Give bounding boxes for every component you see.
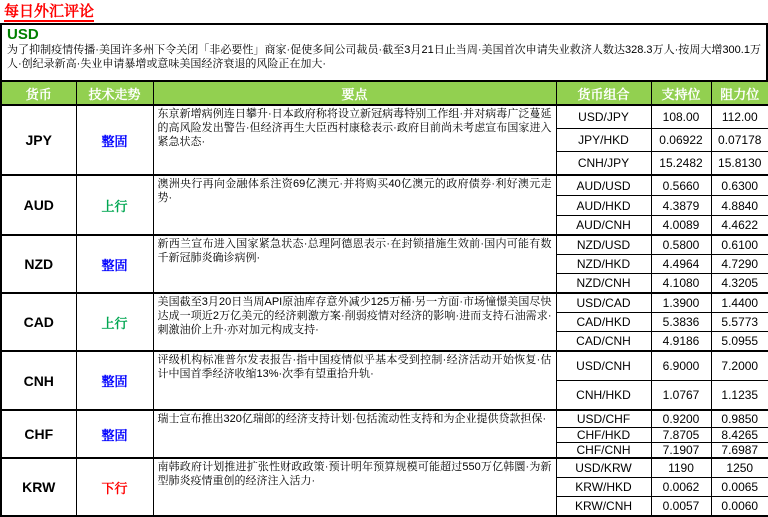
- table-row: [1, 458, 768, 478]
- support-cell: 7.8705: [651, 428, 711, 443]
- resistance-cell: 15.8130: [711, 152, 768, 176]
- fx-table: [0, 80, 768, 517]
- pair-cell: CHF/HKD: [556, 428, 651, 443]
- support-cell: 4.1080: [651, 274, 711, 294]
- pair-cell: KRW/CNH: [556, 497, 651, 517]
- resistance-cell: 112.00: [711, 105, 768, 129]
- pair-cell: USD/JPY: [556, 105, 651, 129]
- page-title: 每日外汇评论: [4, 3, 95, 20]
- pair-cell: NZD/USD: [556, 235, 651, 255]
- col-header-resistance: 阻力位: [711, 81, 768, 105]
- currency-cell: JPY: [1, 105, 76, 175]
- table-row: [1, 235, 768, 255]
- pair-cell: JPY/HKD: [556, 129, 651, 152]
- resistance-cell: 7.2000: [711, 351, 768, 381]
- pair-cell: AUD/CNH: [556, 216, 651, 236]
- resistance-cell: 7.6987: [711, 443, 768, 459]
- pair-cell: CNH/HKD: [556, 381, 651, 411]
- trend-cell: 上行: [76, 293, 153, 351]
- resistance-cell: 0.07178: [711, 129, 768, 152]
- pair-cell: KRW/HKD: [556, 478, 651, 497]
- resistance-cell: 8.4265: [711, 428, 768, 443]
- usd-commentary: 为了抑制疫情传播·美国许多州下令关闭「非必要性」商家·促使多间公司裁员·截至3月21日止当周·美国首次申请失业救济人数达328.3万人·按周大增300.1万人·创纪录新高·失业申请暴增或意味美国经济衰退的风险正在加大·: [7, 44, 761, 70]
- pair-cell: USD/CNH: [556, 351, 651, 381]
- pair-cell: NZD/HKD: [556, 255, 651, 274]
- table-row: [1, 410, 768, 428]
- resistance-cell: 5.5773: [711, 313, 768, 332]
- support-cell: 0.06922: [651, 129, 711, 152]
- resistance-cell: 4.3205: [711, 274, 768, 294]
- resistance-cell: 1250: [711, 458, 768, 478]
- support-cell: 1.0767: [651, 381, 711, 411]
- support-cell: 0.5660: [651, 175, 711, 196]
- col-header-pair: 货币组合: [556, 81, 651, 105]
- note-cell: 澳洲央行再向金融体系注资69亿澳元·并将购买40亿澳元的政府债券·利好澳元走势·: [153, 175, 556, 235]
- note-cell: 新西兰宣布进入国家紧急状态·总理阿德恩表示·在封锁措施生效前·国内可能有数千新冠肺炎确诊病例·: [153, 235, 556, 293]
- pair-cell: AUD/HKD: [556, 196, 651, 216]
- resistance-cell: 4.8840: [711, 196, 768, 216]
- support-cell: 4.3879: [651, 196, 711, 216]
- support-cell: 4.4964: [651, 255, 711, 274]
- table-row: [1, 351, 768, 381]
- support-cell: 6.9000: [651, 351, 711, 381]
- note-cell: 东京新增病例连日攀升·日本政府称将设立新冠病毒特别工作组·并对病毒广泛蔓延的高风险发出警告·但经济再生大臣西村康稔表示·政府目前尚未考虑宣布国家进入紧急状态·: [153, 105, 556, 175]
- pair-cell: USD/KRW: [556, 458, 651, 478]
- support-cell: 5.3836: [651, 313, 711, 332]
- currency-cell: CHF: [1, 410, 76, 458]
- resistance-cell: 1.4400: [711, 293, 768, 313]
- table-row: [1, 175, 768, 196]
- support-cell: 4.9186: [651, 332, 711, 352]
- pair-cell: CAD/HKD: [556, 313, 651, 332]
- note-cell: 评级机构标准普尔发表报告·指中国疫情似乎基本受到控制·经济活动开始恢复·估计中国首季经济收缩13%·次季有望重拾升轨·: [153, 351, 556, 410]
- note-cell: 瑞士宣布推出320亿瑞郎的经济支持计划·包括流动性支持和为企业提供贷款担保·: [153, 410, 556, 458]
- col-header-trend: 技术走势: [76, 81, 153, 105]
- note-cell: 美国截至3月20日当周API原油库存意外减少125万桶·另一方面·市场憧憬美国尽快达成一项近2万亿美元的经济刺激方案·削弱疫情对经济的影响·进而支持石油需求·刺激油价上升·亦对加元构成支持·: [153, 293, 556, 351]
- trend-cell: 整固: [76, 351, 153, 410]
- support-cell: 0.0057: [651, 497, 711, 517]
- trend-cell: 整固: [76, 235, 153, 293]
- currency-cell: NZD: [1, 235, 76, 293]
- pair-cell: AUD/USD: [556, 175, 651, 196]
- support-cell: 0.9200: [651, 410, 711, 428]
- support-cell: 4.0089: [651, 216, 711, 236]
- note-cell: 南韩政府计划推进扩张性财政政策·预计明年预算规模可能超过550万亿韩圜·为新型肺炎疫情重创的经济注入活力·: [153, 458, 556, 516]
- resistance-cell: 0.0065: [711, 478, 768, 497]
- pair-cell: CHF/CNH: [556, 443, 651, 459]
- resistance-cell: 0.0060: [711, 497, 768, 517]
- pair-cell: CAD/CNH: [556, 332, 651, 352]
- pair-cell: USD/CHF: [556, 410, 651, 428]
- resistance-cell: 1.1235: [711, 381, 768, 411]
- support-cell: 108.00: [651, 105, 711, 129]
- currency-cell: CAD: [1, 293, 76, 351]
- support-cell: 0.5800: [651, 235, 711, 255]
- table-row: [1, 293, 768, 313]
- resistance-cell: 4.4622: [711, 216, 768, 236]
- trend-cell: 下行: [76, 458, 153, 516]
- resistance-cell: 4.7290: [711, 255, 768, 274]
- trend-cell: 整固: [76, 105, 153, 175]
- support-cell: 1.3900: [651, 293, 711, 313]
- resistance-cell: 0.9850: [711, 410, 768, 428]
- trend-cell: 上行: [76, 175, 153, 235]
- col-header-currency: 货币: [1, 81, 76, 105]
- currency-cell: CNH: [1, 351, 76, 410]
- currency-cell: AUD: [1, 175, 76, 235]
- support-cell: 15.2482: [651, 152, 711, 176]
- currency-cell: KRW: [1, 458, 76, 516]
- support-cell: 7.1907: [651, 443, 711, 459]
- trend-cell: 整固: [76, 410, 153, 458]
- support-cell: 1190: [651, 458, 711, 478]
- pair-cell: CNH/JPY: [556, 152, 651, 176]
- usd-summary-box: [0, 23, 768, 80]
- pair-cell: USD/CAD: [556, 293, 651, 313]
- page-header: [0, 0, 768, 23]
- resistance-cell: 5.0955: [711, 332, 768, 352]
- table-row: [1, 105, 768, 129]
- col-header-support: 支持位: [651, 81, 711, 105]
- table-header-row: [1, 81, 768, 105]
- col-header-keypoints: 要点: [153, 81, 556, 105]
- pair-cell: NZD/CNH: [556, 274, 651, 294]
- support-cell: 0.0062: [651, 478, 711, 497]
- resistance-cell: 0.6300: [711, 175, 768, 196]
- resistance-cell: 0.6100: [711, 235, 768, 255]
- usd-heading: USD: [7, 26, 39, 43]
